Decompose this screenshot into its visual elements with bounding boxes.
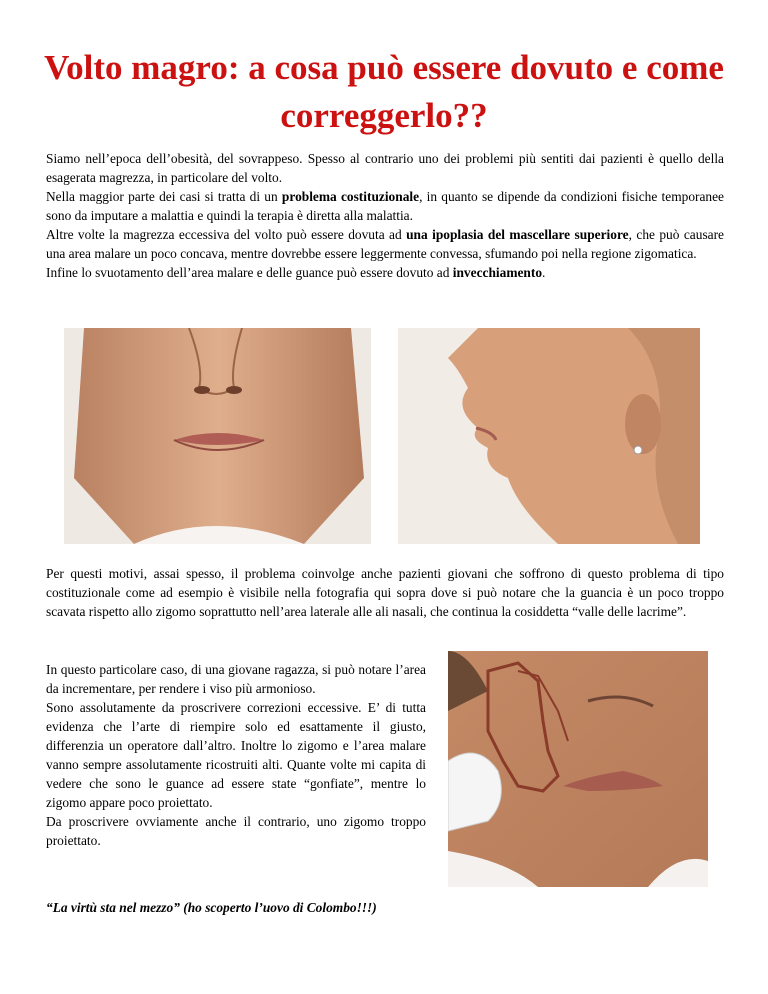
photo-front-face [64, 328, 371, 544]
bold-constitutional: problema costituzionale [281, 189, 420, 204]
intro-paragraph-3: Altre volte la magrezza eccessiva del volto può essere dovuta ad una ipoplasia del mascellare superiore, che può causare una area malare un poco concava, mentre dovrebbe essere leggermente convessa, sfumando poi nella regione zigomatica. [46, 227, 725, 261]
case-paragraph-1: In questo particolare caso, di una giovane ragazza, si può notare l’area da incrementare, per rendere i viso più armonioso. [46, 662, 426, 696]
intro-text [46, 149, 724, 282]
photo-profile-face [398, 328, 700, 544]
bold-aging: invecchiamento [452, 265, 543, 280]
photo-marked-cheek [448, 651, 708, 887]
intro-paragraph-4: Infine lo svuotamento dell’area malare e delle guance può essere dovuto ad invecchiamento. [46, 265, 546, 280]
bold-hypoplasia: una ipoplasia del mascellare superiore [406, 227, 629, 242]
body-paragraph-2: Per questi motivi, assai spesso, il problema coinvolge anche pazienti giovani che soffrono di questo problema di tipo costituzionale come ad esempio è visibile nella fotografia qui sopra dove si può notare che la guancia è un poco troppo scavata rispetto allo zigomo soprattutto nell’area laterale alle ali nasali, che continua la cosiddetta “valle delle lacrime”. [46, 566, 724, 619]
body-paragraph-3 [46, 660, 426, 850]
case-paragraph-2: Sono assolutamente da proscrivere correzioni eccessive. E’ di tutta evidenza che l’arte di riempire solo ed esattamente il giusto, differenzia un operatore dall’altro. Inoltre lo zigomo e l’area malare vanno sempre assolutamente ricostruiti alti. Quante volte mi capita di vedere che sono le guance ad essere state “gonfiate”, mentre lo zigomo appare poco proiettato. [46, 700, 426, 810]
intro-paragraph-1: Siamo nell’epoca dell’obesità, del sovrappeso. Spesso al contrario uno dei problemi più sentiti dai pazienti è quello della esagerata magrezza, in particolare del volto. [46, 151, 724, 185]
page-title: Volto magro: a cosa può essere dovuto e come correggerlo?? [44, 48, 724, 135]
intro-paragraph-2: Nella maggior parte dei casi si tratta di un problema costituzionale, in quanto se dipende da condizioni fisiche temporanee sono da imputare a malattia e quindi la terapia è diretta alla malattia. [46, 189, 724, 223]
case-paragraph-3: Da proscrivere ovviamente anche il contrario, uno zigomo troppo proiettato. [46, 814, 426, 848]
closing-motto: “La virtù sta nel mezzo” (ho scoperto l’uovo di Colombo!!!) [46, 900, 377, 915]
